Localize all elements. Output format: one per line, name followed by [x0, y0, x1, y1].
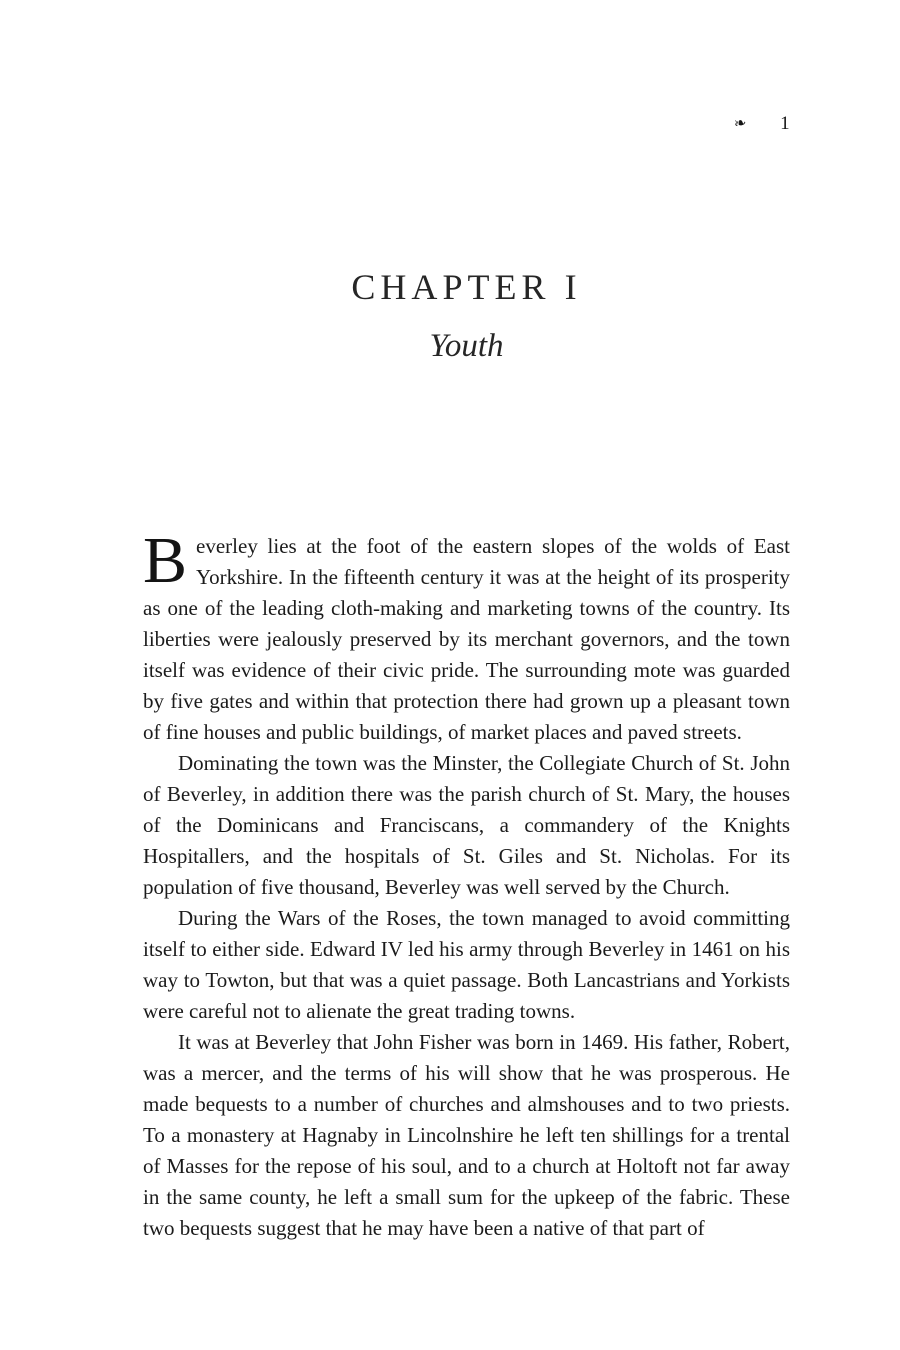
body-paragraph: Dominating the town was the Minster, the Collegiate Church of St. John of Beverley, in addition there was the parish church of St. Mary, the houses of the Dominicans and Franciscans, a commandery of the Knights Hospitallers, and the hospitals of St. Giles and St. Nicholas. For its population of five thousand, Beverley was well served by the Church.	[143, 751, 790, 899]
body-paragraph: It was at Beverley that John Fisher was born in 1469. His father, Robert, was a mercer, and the terms of his will show that he was prosperous. He made bequests to a number of churches and almshouses and to two priests. To a monastery at Hagnaby in Lincolnshire he left ten shillings for a trental of Masses for the repose of his soul, and to a church at Holtoft not far away in the same county, he left a small sum for the upkeep of the fabric. These two bequests suggest that he may have been a native of that part of	[143, 1030, 790, 1240]
chapter-heading: CHAPTER I	[351, 267, 582, 307]
drop-cap: B	[143, 524, 188, 597]
page-header	[734, 114, 790, 133]
fleuron-icon: ❧	[732, 113, 748, 133]
page-number: 1	[780, 113, 790, 134]
chapter-head	[143, 266, 790, 365]
body-paragraph: During the Wars of the Roses, the town managed to avoid committing itself to either side. Edward IV led his army through Beverley in 1461 on his way to Towton, but that was a quiet passage. Both Lancastrians and Yorkists were careful not to alienate the great trading towns.	[143, 906, 790, 1023]
body-paragraph	[143, 524, 790, 748]
paragraph-text: everley lies at the foot of the eastern slopes of the wolds of East Yorkshire. In the fifteenth century it was at the height of its prosperity as one of the leading cloth-making and marketing towns of the country. Its liberties were jealously preserved by its merchant governors, and the town itself was evidence of their civic pride. The surrounding mote was guarded by five gates and within that protection there had grown up a pleasant town of fine houses and public buildings, of market places and paved streets.	[143, 534, 790, 744]
chapter-title: Youth	[429, 328, 504, 364]
body-text	[143, 524, 790, 1244]
